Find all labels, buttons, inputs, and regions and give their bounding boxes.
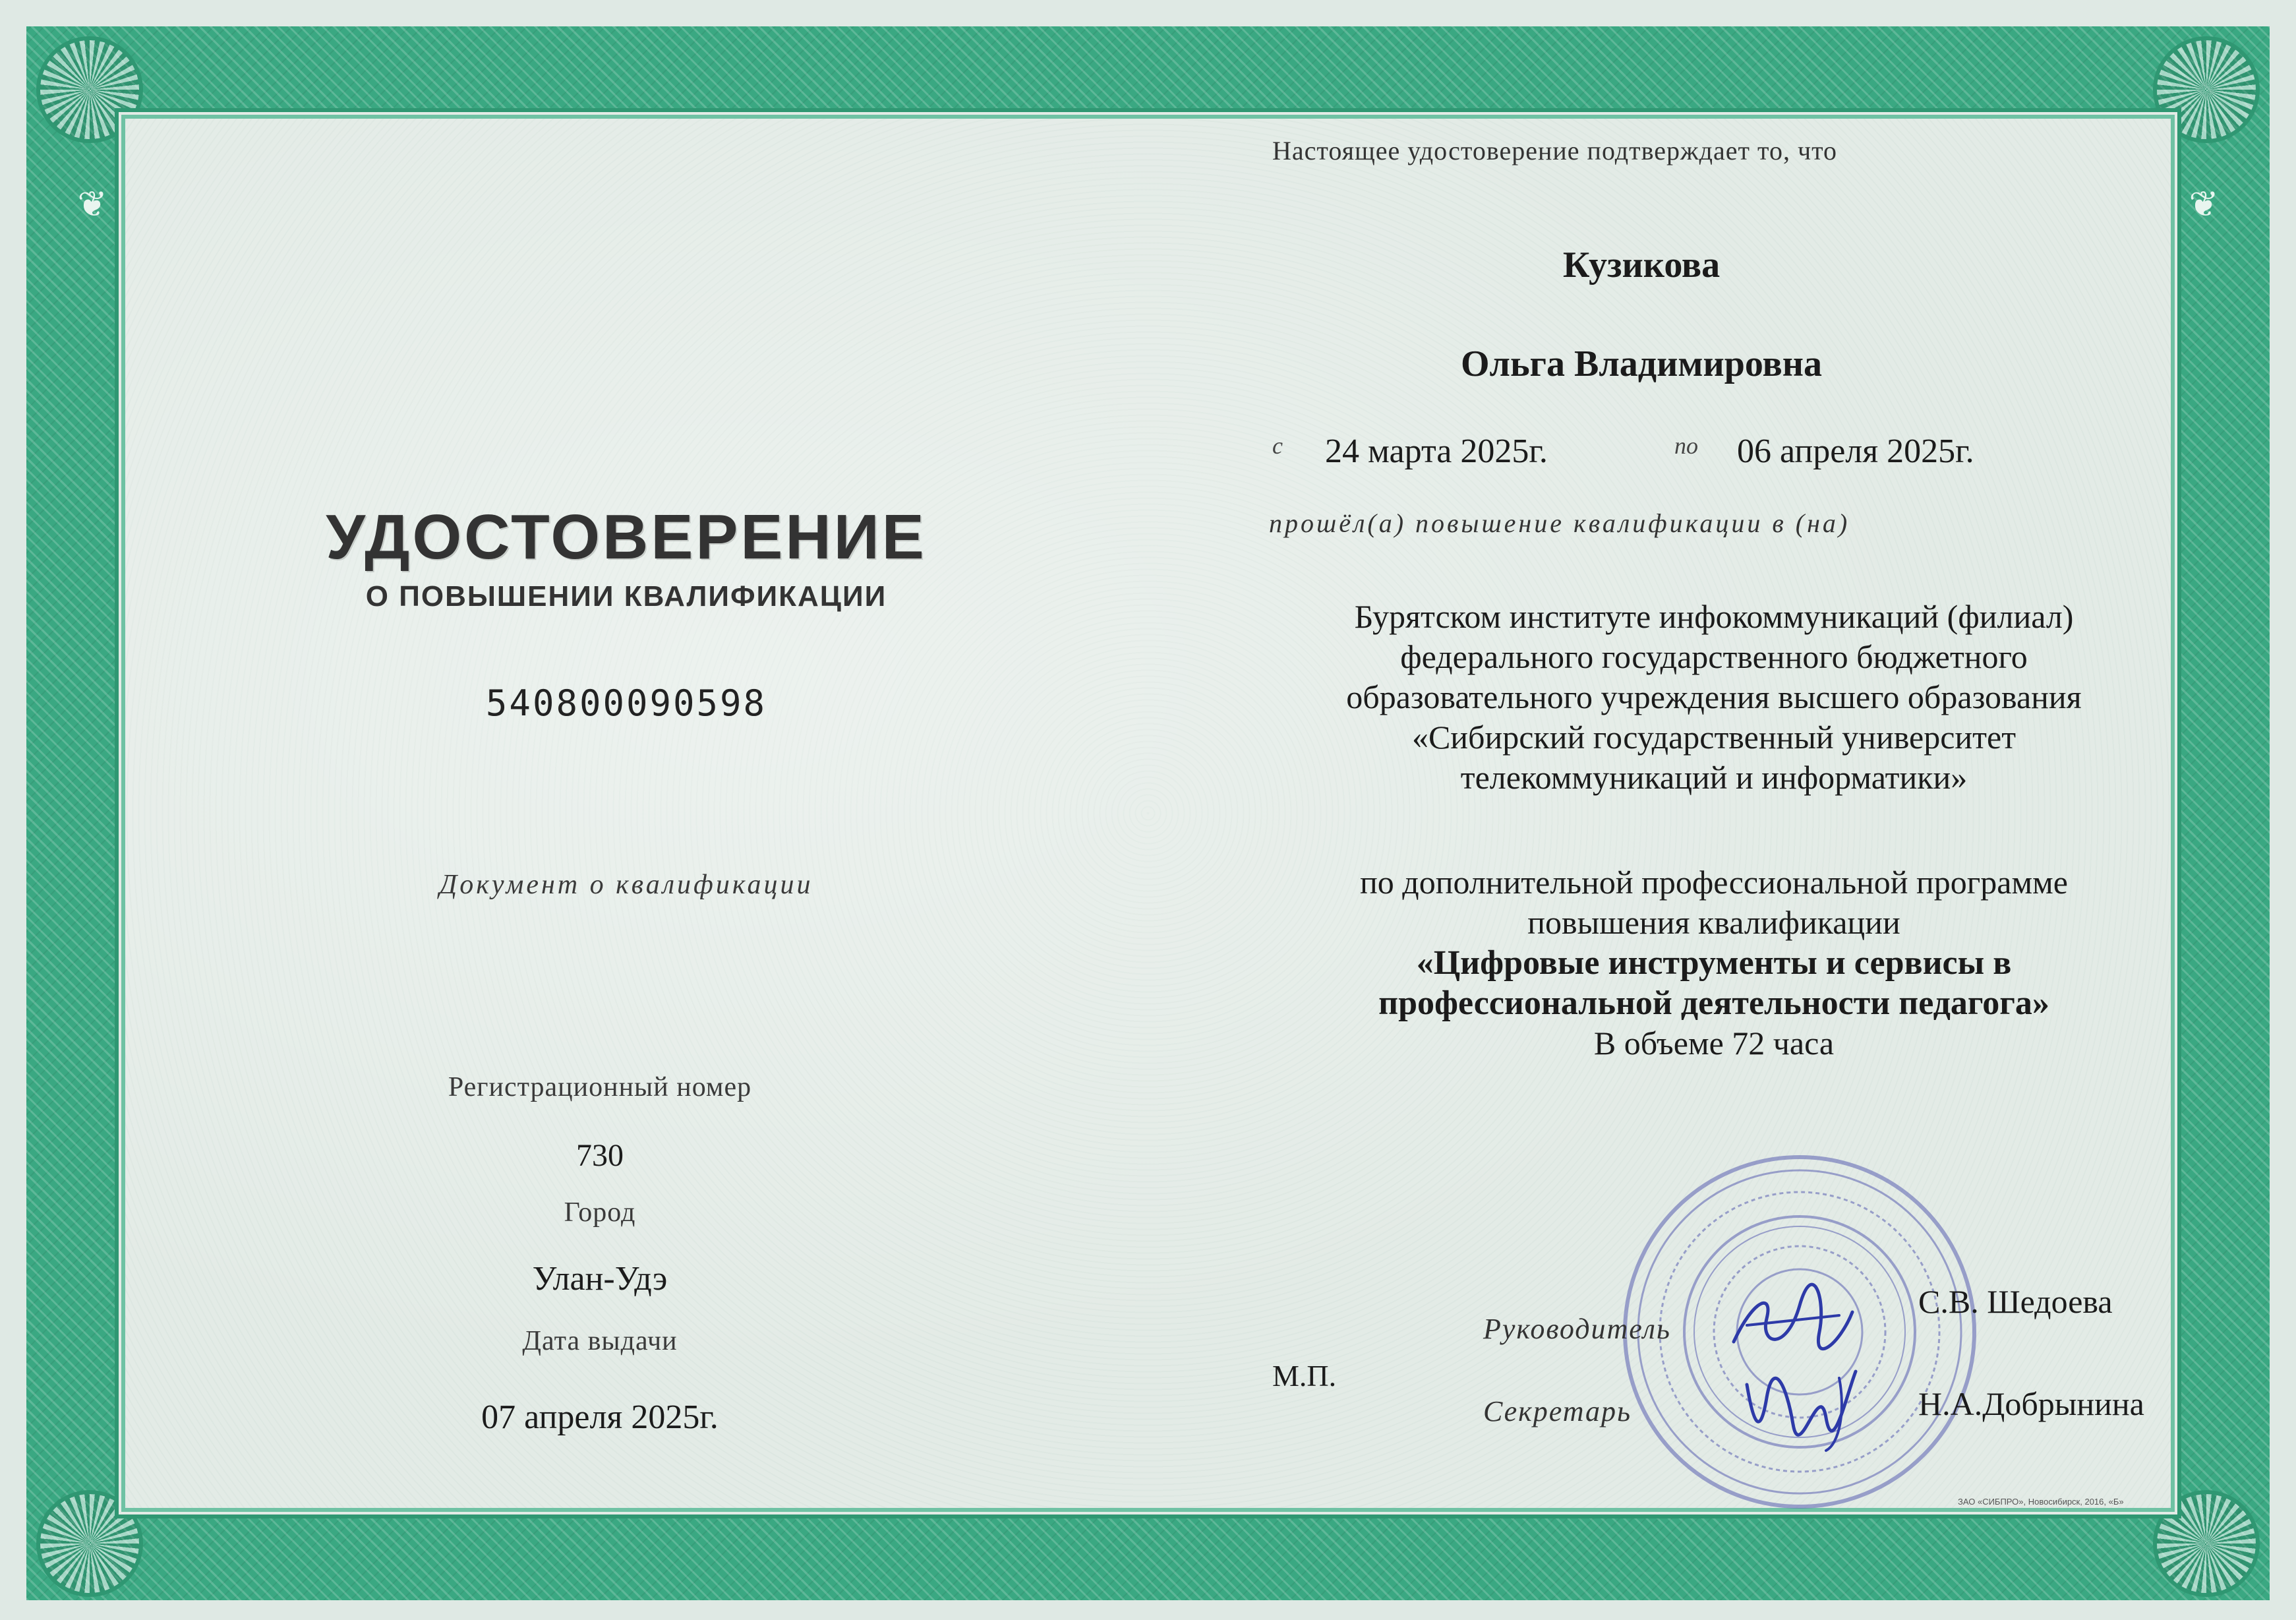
institution-line: образовательного учреждения высшего образования <box>1346 678 2082 715</box>
institution-line: Бурятском институте инфокоммуникаций (филиал) <box>1354 598 2074 635</box>
program-intro-line: по дополнительной профессиональной программе <box>1360 864 2068 901</box>
secretary-signature <box>1740 1358 1872 1457</box>
secretary-label: Секретарь <box>1483 1395 1632 1427</box>
institution-block <box>1252 597 2175 798</box>
secretary-name: Н.А.Добрынина <box>1918 1385 2144 1422</box>
registration-number: 730 <box>576 1138 624 1173</box>
period-from-prefix: с <box>1272 433 1283 459</box>
certifies-intro: Настоящее удостоверение подтверждает то, что <box>1272 136 1838 165</box>
registration-label: Регистрационный номер <box>448 1072 752 1102</box>
printer-mark: ЗАО «СИБПРО», Новосибирск, 2016, «Б» <box>1958 1497 2124 1507</box>
issue-date-value: 07 апреля 2025г. <box>481 1398 719 1436</box>
document-number: 540800090598 <box>485 682 767 724</box>
document-type-label: Документ о квалификации <box>439 870 813 900</box>
program-name-line: «Цифровые инструменты и сервисы в <box>1416 944 2012 982</box>
head-label: Руководитель <box>1483 1313 1671 1345</box>
institution-line: федерального государственного бюджетного <box>1400 638 2028 675</box>
border-ornament-icon: ❦ <box>77 183 107 225</box>
border-ornament-icon: ❦ <box>2189 183 2219 225</box>
program-name-line: профессиональной деятельности педагога» <box>1378 984 2049 1022</box>
program-intro <box>1252 862 2175 943</box>
stamp-place-label: М.П. <box>1272 1359 1337 1393</box>
program-hours: В объеме 72 часа <box>1593 1025 1835 1062</box>
period-to-date: 06 апреля 2025г. <box>1737 433 1974 470</box>
period-from-date: 24 марта 2025г. <box>1325 433 1548 470</box>
holder-surname: Кузикова <box>1562 245 1721 285</box>
head-signature <box>1727 1279 1859 1365</box>
completion-statement: прошёл(а) повышение квалификации в (на) <box>1269 508 1850 538</box>
head-name: С.В. Шедоева <box>1918 1283 2113 1320</box>
program-intro-line: повышения квалификации <box>1527 904 1900 941</box>
institution-line: телекоммуникаций и информатики» <box>1460 759 1968 796</box>
city-value: Улан-Удэ <box>532 1260 668 1298</box>
issue-date-label: Дата выдачи <box>522 1326 678 1356</box>
document-title: УДОСТОВЕРЕНИЕ <box>326 502 927 572</box>
city-label: Город <box>564 1197 636 1228</box>
document-subtitle: О ПОВЫШЕНИИ КВАЛИФИКАЦИИ <box>365 580 887 613</box>
holder-given-names: Ольга Владимировна <box>1460 344 1823 384</box>
institution-line: «Сибирский государственный университет <box>1411 719 2016 756</box>
program-name <box>1252 943 2175 1023</box>
period-to-prefix: по <box>1674 433 1698 459</box>
